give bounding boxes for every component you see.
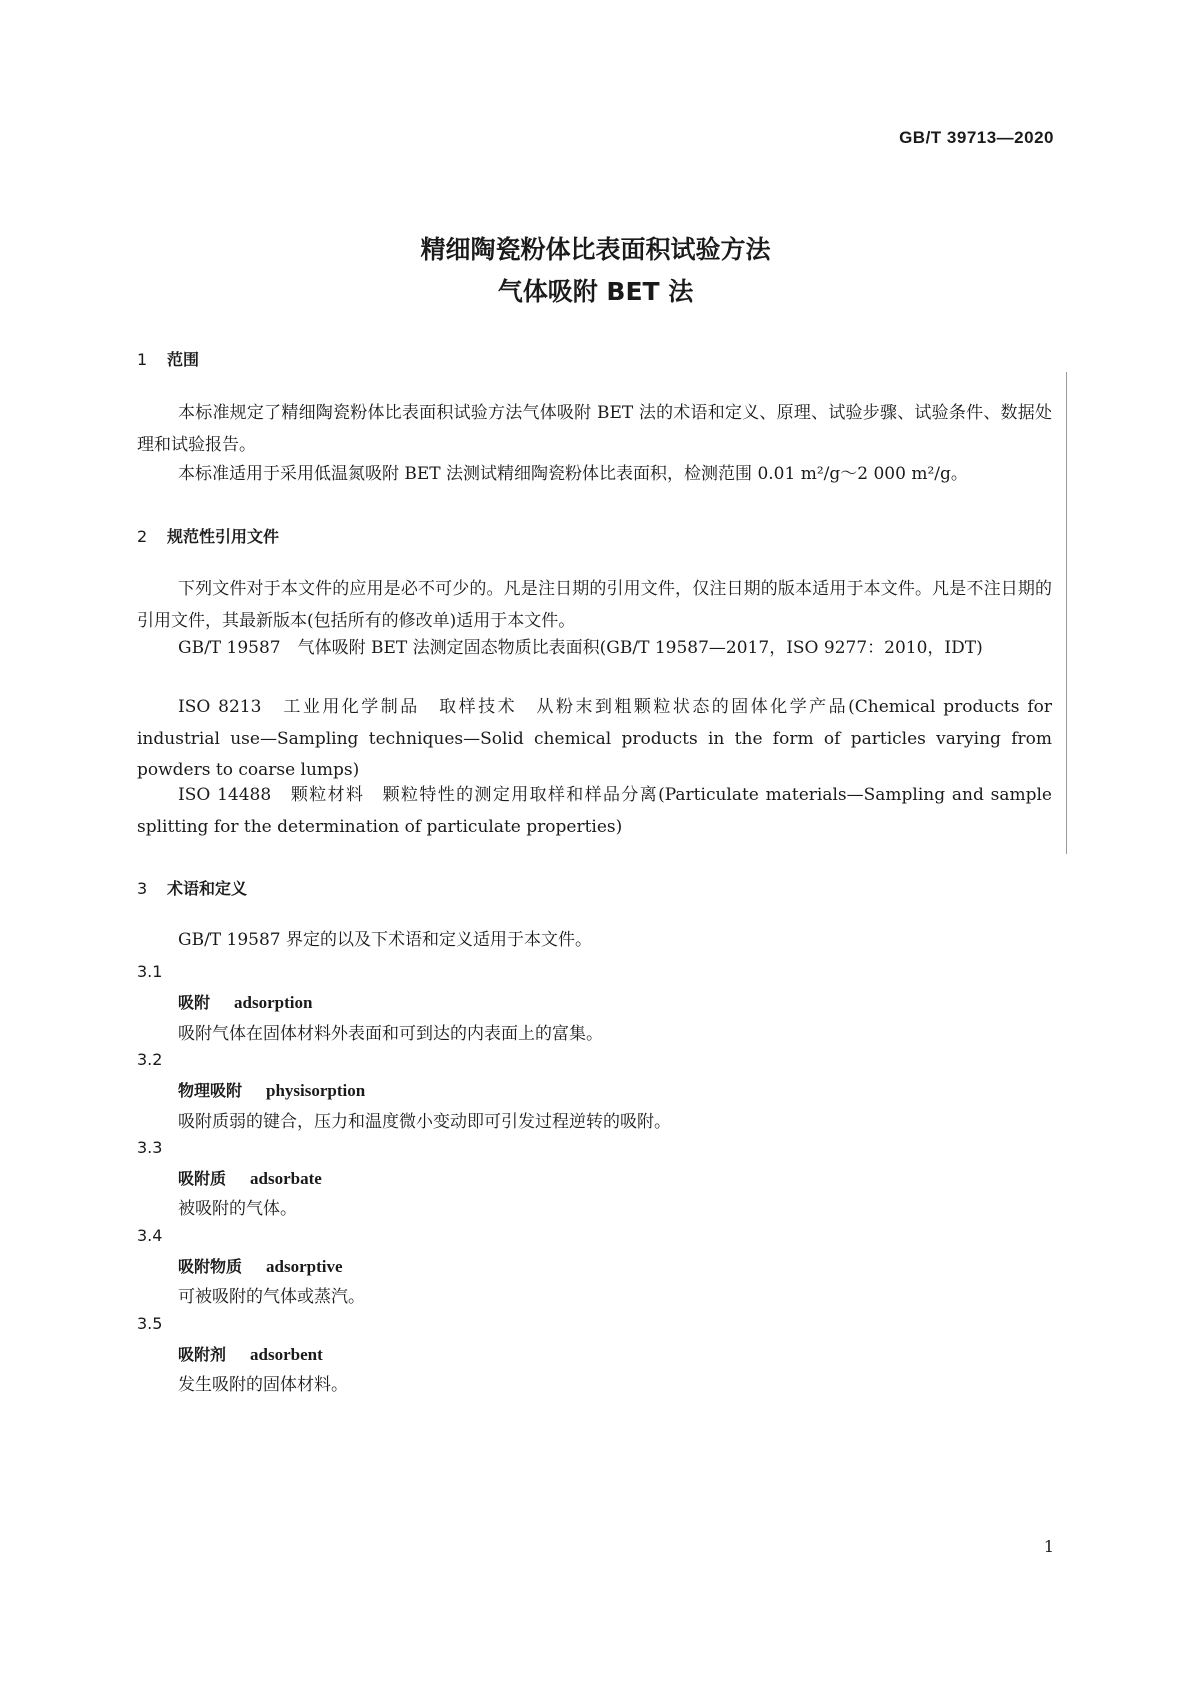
term-definition: 可被吸附的气体或蒸汽。	[178, 1287, 365, 1307]
standard-number: GB/T 39713—2020	[899, 128, 1054, 147]
clause-number: 3.4	[137, 1226, 163, 1245]
clause-number: 3.2	[137, 1050, 163, 1069]
term-chinese: 吸附	[178, 993, 211, 1012]
section-3-heading	[137, 876, 247, 899]
section-3-intro: GB/T 19587 界定的以及下术语和定义适用于本文件。	[178, 930, 593, 950]
section-1-paragraph-2: 本标准适用于采用低温氮吸附 BET 法测试精细陶瓷粉体比表面积，检测范围 0.01 m²/g～2 000 m²/g。	[178, 464, 968, 484]
term-english: physisorption	[266, 1081, 366, 1100]
term-definition: 吸附气体在固体材料外表面和可到达的内表面上的富集。	[178, 1024, 603, 1044]
document-title-line2: 气体吸附 BET 法	[497, 277, 694, 306]
section-number: 2	[137, 527, 148, 546]
section-title: 术语和定义	[167, 879, 248, 898]
page-number: 1	[1043, 1537, 1054, 1556]
section-2-paragraph-1: 下列文件对于本文件的应用是必不可少的。凡是注日期的引用文件，仅注日期的版本适用于本文件。凡是不注日期的引用文件，其最新版本(包括所有的修改单)适用于本文件。	[137, 579, 1052, 631]
clause-number: 3.3	[137, 1138, 163, 1157]
clause-number: 3.1	[137, 962, 163, 981]
term-definition: 发生吸附的固体材料。	[178, 1375, 348, 1395]
reference-gbt-19587: GB/T 19587 气体吸附 BET 法测定固态物质比表面积(GB/T 19587—2017，ISO 9277：2010，IDT)	[178, 638, 983, 658]
term-english: adsorptive	[266, 1257, 343, 1276]
term-chinese: 吸附物质	[178, 1257, 243, 1276]
term-chinese: 物理吸附	[178, 1081, 243, 1100]
term-entry	[178, 1166, 322, 1189]
section-number: 3	[137, 879, 148, 898]
term-english: adsorbent	[250, 1345, 323, 1364]
term-entry	[178, 1078, 365, 1101]
term-english: adsorbate	[250, 1169, 322, 1188]
clause-number: 3.5	[137, 1314, 163, 1333]
term-entry	[178, 1342, 323, 1365]
section-2-heading	[137, 524, 279, 547]
section-1-paragraph-1: 本标准规定了精细陶瓷粉体比表面积试验方法气体吸附 BET 法的术语和定义、原理、试验步骤、试验条件、数据处理和试验报告。	[137, 403, 1052, 455]
term-chinese: 吸附质	[178, 1169, 227, 1188]
section-1-heading	[137, 347, 199, 370]
term-entry	[178, 1254, 343, 1277]
section-title: 范围	[167, 350, 200, 369]
reference-iso-14488: ISO 14488 颗粒材料 颗粒特性的测定用取样和样品分离(Particulate materials—Sampling and sample splitting for the determination of particulate properties)	[137, 785, 1052, 837]
term-chinese: 吸附剂	[178, 1345, 227, 1364]
term-definition: 被吸附的气体。	[178, 1199, 297, 1219]
section-title: 规范性引用文件	[167, 527, 280, 546]
term-definition: 吸附质弱的键合，压力和温度微小变动即可引发过程逆转的吸附。	[178, 1112, 671, 1132]
term-entry	[178, 990, 312, 1013]
section-number: 1	[137, 350, 148, 369]
document-title-line1: 精细陶瓷粉体比表面积试验方法	[420, 235, 771, 264]
term-english: adsorption	[234, 993, 313, 1012]
reference-iso-8213: ISO 8213 工业用化学制品 取样技术 从粉末到粗颗粒状态的固体化学产品(Chemical products for industrial use—Sampling techniques—Solid chemical products in the form of particles varying from powders to coarse lumps)	[137, 697, 1052, 780]
margin-change-bar	[1066, 372, 1067, 854]
